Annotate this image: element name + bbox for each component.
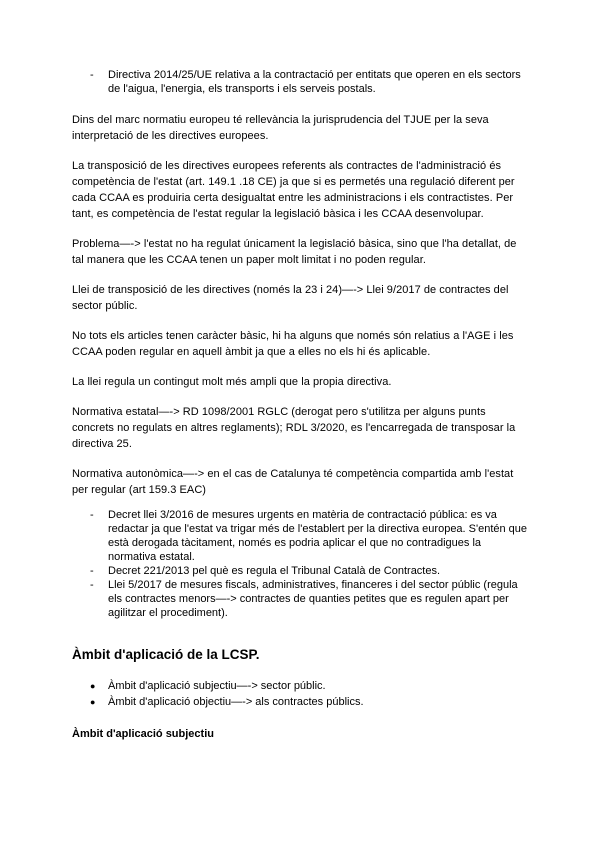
paragraph-tjue: Dins del marc normatiu europeu té rellevància la jurisprudencia del TJUE per la seva interpretació de les directives europees.: [72, 114, 489, 142]
catalunya-normativa-list: [72, 508, 530, 620]
dash-marker: -: [90, 579, 94, 591]
list-item: [90, 508, 530, 564]
list-item-text: Àmbit d'aplicació subjectiu—-> sector públic.: [108, 680, 326, 692]
section-heading: Àmbit d'aplicació de la LCSP.: [72, 647, 260, 662]
paragraph-problema: Problema—-> l'estat no ha regulat únicament la legislació bàsica, sino que l'ha detallat, de tal manera que les CCAA tenen un paper molt limitat i no poden regular.: [72, 238, 517, 266]
dash-marker: -: [90, 69, 94, 81]
list-item: [90, 578, 530, 620]
paragraph-llei-regula: La llei regula un contingut molt més ampli que la propia directiva.: [72, 376, 392, 388]
list-item-text: Llei 5/2017 de mesures fiscals, administratives, financeres i del sector públic (regula els contractes menors—-> contractes de quanties petites que es regulen apart per agilitzar el procediment).: [108, 579, 518, 619]
paragraph-transposicio: La transposició de les directives europees referents als contractes de l'administració és competència de l'estat (art. 149.1 .18 CE) ja que si es permetés una regulació diferent per cada CCAA es produiria certa desigualtat entre les administracions i els contractistes. Per tant, es competència de l'estat regular la legislació bàsica i les CCAA desenvolupar.: [72, 160, 515, 220]
list-item: [90, 68, 530, 96]
list-item: [90, 694, 530, 710]
list-item-text: Directiva 2014/25/UE relativa a la contractació per entitats que operen en els sectors de l'aigua, l'energia, els transports i els serveis postals.: [108, 69, 521, 95]
bullet-marker: ●: [90, 681, 96, 691]
list-item: [90, 564, 530, 578]
directives-list: [72, 68, 530, 96]
paragraph-llei-transposicio: Llei de transposició de les directives (només la 23 i 24)—-> Llei 9/2017 de contractes del sector públic.: [72, 284, 509, 312]
dash-marker: -: [90, 565, 94, 577]
ambit-bullet-list: [72, 678, 530, 710]
bullet-marker: ●: [90, 697, 96, 707]
dash-marker: -: [90, 509, 94, 521]
paragraph-normativa-autonomica: Normativa autonòmica—-> en el cas de Catalunya té competència compartida amb l'estat per regular (art 159.3 EAC): [72, 468, 514, 496]
list-item-text: Àmbit d'aplicació objectiu—-> als contractes públics.: [108, 696, 364, 708]
paragraph-normativa-estatal: Normativa estatal—-> RD 1098/2001 RGLC (derogat pero s'utilitza per alguns punts concrets no regulats en altres reglaments); RDL 3/2020, es l'encarregada de transposar la directiva 25.: [72, 406, 516, 450]
subsection-heading: Àmbit d'aplicació subjectiu: [72, 728, 214, 740]
paragraph-caracter-basic: No tots els articles tenen caràcter bàsic, hi ha alguns que només són relatius a l'AGE i les CCAA poden regular en aquell àmbit ja que a elles no els hi és aplicable.: [72, 330, 514, 358]
list-item: [90, 678, 530, 694]
list-item-text: Decret llei 3/2016 de mesures urgents en matèria de contractació pública: es va redactar ja que l'estat va trigar més de l'establert per la directiva europea. S'entén que està derogada tàcitament, només es podria aplicar el que no contradigues la normativa estatal.: [108, 509, 528, 563]
list-item-text: Decret 221/2013 pel què es regula el Tribunal Català de Contractes.: [108, 565, 441, 577]
